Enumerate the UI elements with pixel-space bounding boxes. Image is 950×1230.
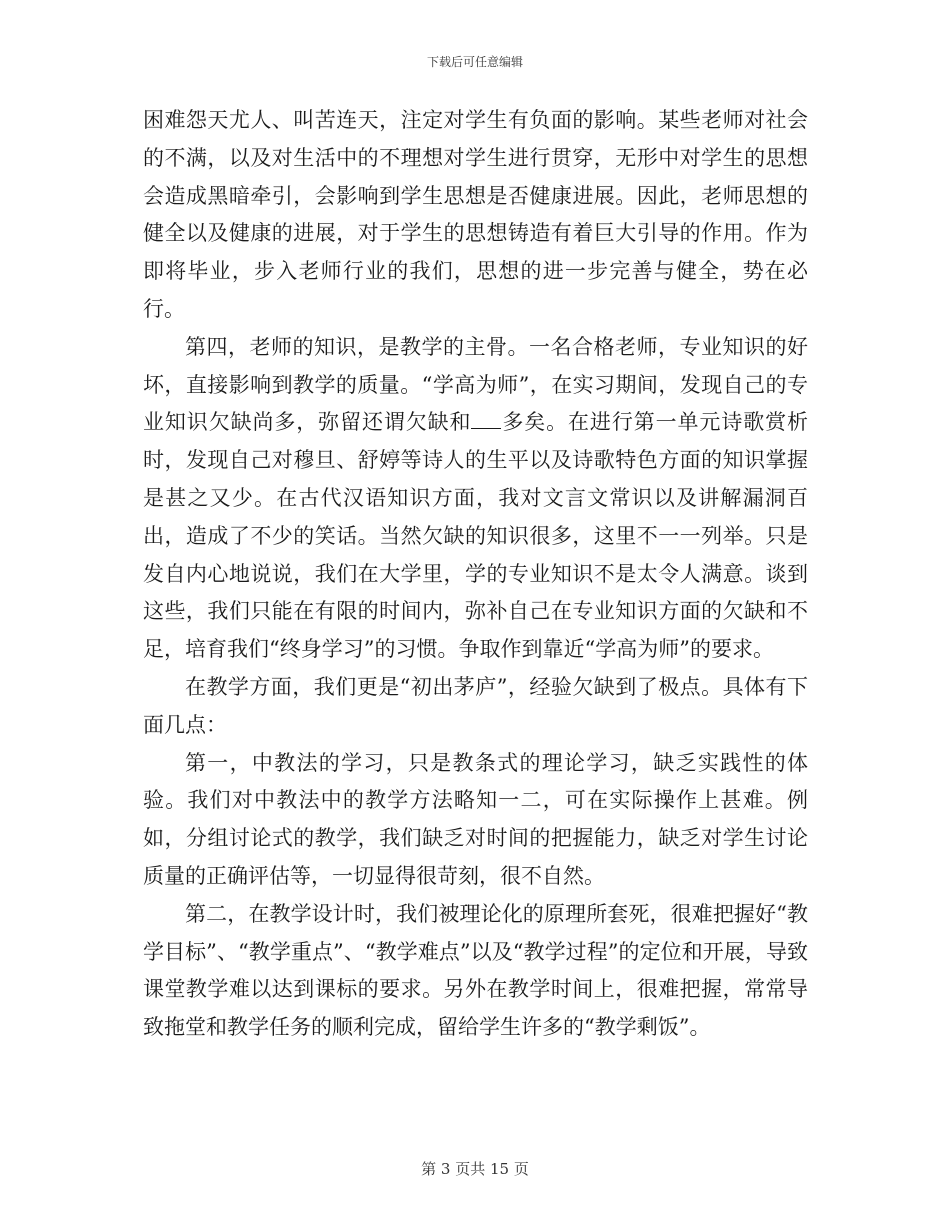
paragraph-2-part-1: 第四，老师的知识，是教学的主骨。一名合格老师，专业知识的好坏，直接影响到教学的质量。“学高为师”，在实习期间，发现自己的专业知识欠缺尚多，弥留还谓欠缺和 — [143, 334, 808, 435]
paragraph-4: 第一，中教法的学习，只是教条式的理论学习，缺乏实践性的体验。我们对中教法中的教学方法略知一二，可在实际操作上甚难。例如，分组讨论式的教学，我们缺乏对时间的把握能力，缺乏对学生讨论质量的正确评估等，一切显得很苛刻，很不自然。 — [143, 750, 808, 888]
fill-in-blank — [471, 427, 501, 429]
paragraph-1: 困难怨天尤人、叫苦连天，注定对学生有负面的影响。某些老师对社会的不满，以及对生活中的不理想对学生进行贯穿，无形中对学生的思想会造成黑暗牵引，会影响到学生思想是否健康进展。因此，老师思想的健全以及健康的进展，对于学生的思想铸造有着巨大引导的作用。作为即将毕业，步入老师行业的我们，思想的进一步完善与健全，势在必行。 — [143, 108, 808, 321]
page-header: 下载后可任意编辑 — [426, 55, 523, 69]
paragraph-5: 第二，在教学设计时，我们被理论化的原理所套死，很难把握好“教学目标”、“教学重点”、“教学难点”以及“教学过程”的定位和开展，导致课堂教学难以达到课标的要求。另外在教学时间上，很难把握，常常导致拖堂和教学任务的顺利完成，留给学生许多的“教学剩饭”。 — [143, 901, 808, 1040]
document-body — [143, 102, 808, 1047]
page-footer: 第 3 页共 15 页 — [421, 1160, 529, 1178]
paragraph-3: 在教学方面，我们更是“初出茅庐”，经验欠缺到了极点。具体有下面几点： — [143, 674, 808, 737]
paragraph-2 — [143, 329, 808, 669]
paragraph-2-part-2: 多矣。在进行第一单元诗歌赏析时，发现自己对穆旦、舒婷等诗人的生平以及诗歌特色方面的知识掌握是甚之又少。在古代汉语知识方面，我对文言文常识以及讲解漏洞百出，造成了不少的笑话。当然欠缺的知识很多，这里不一一列举。只是发自内心地说说，我们在大学里，学的专业知识不是太令人满意。谈到这些，我们只能在有限的时间内，弥补自己在专业知识方面的欠缺和不足，培育我们“终身学习”的习惯。争取作到靠近“学高为师”的要求。 — [143, 410, 809, 662]
